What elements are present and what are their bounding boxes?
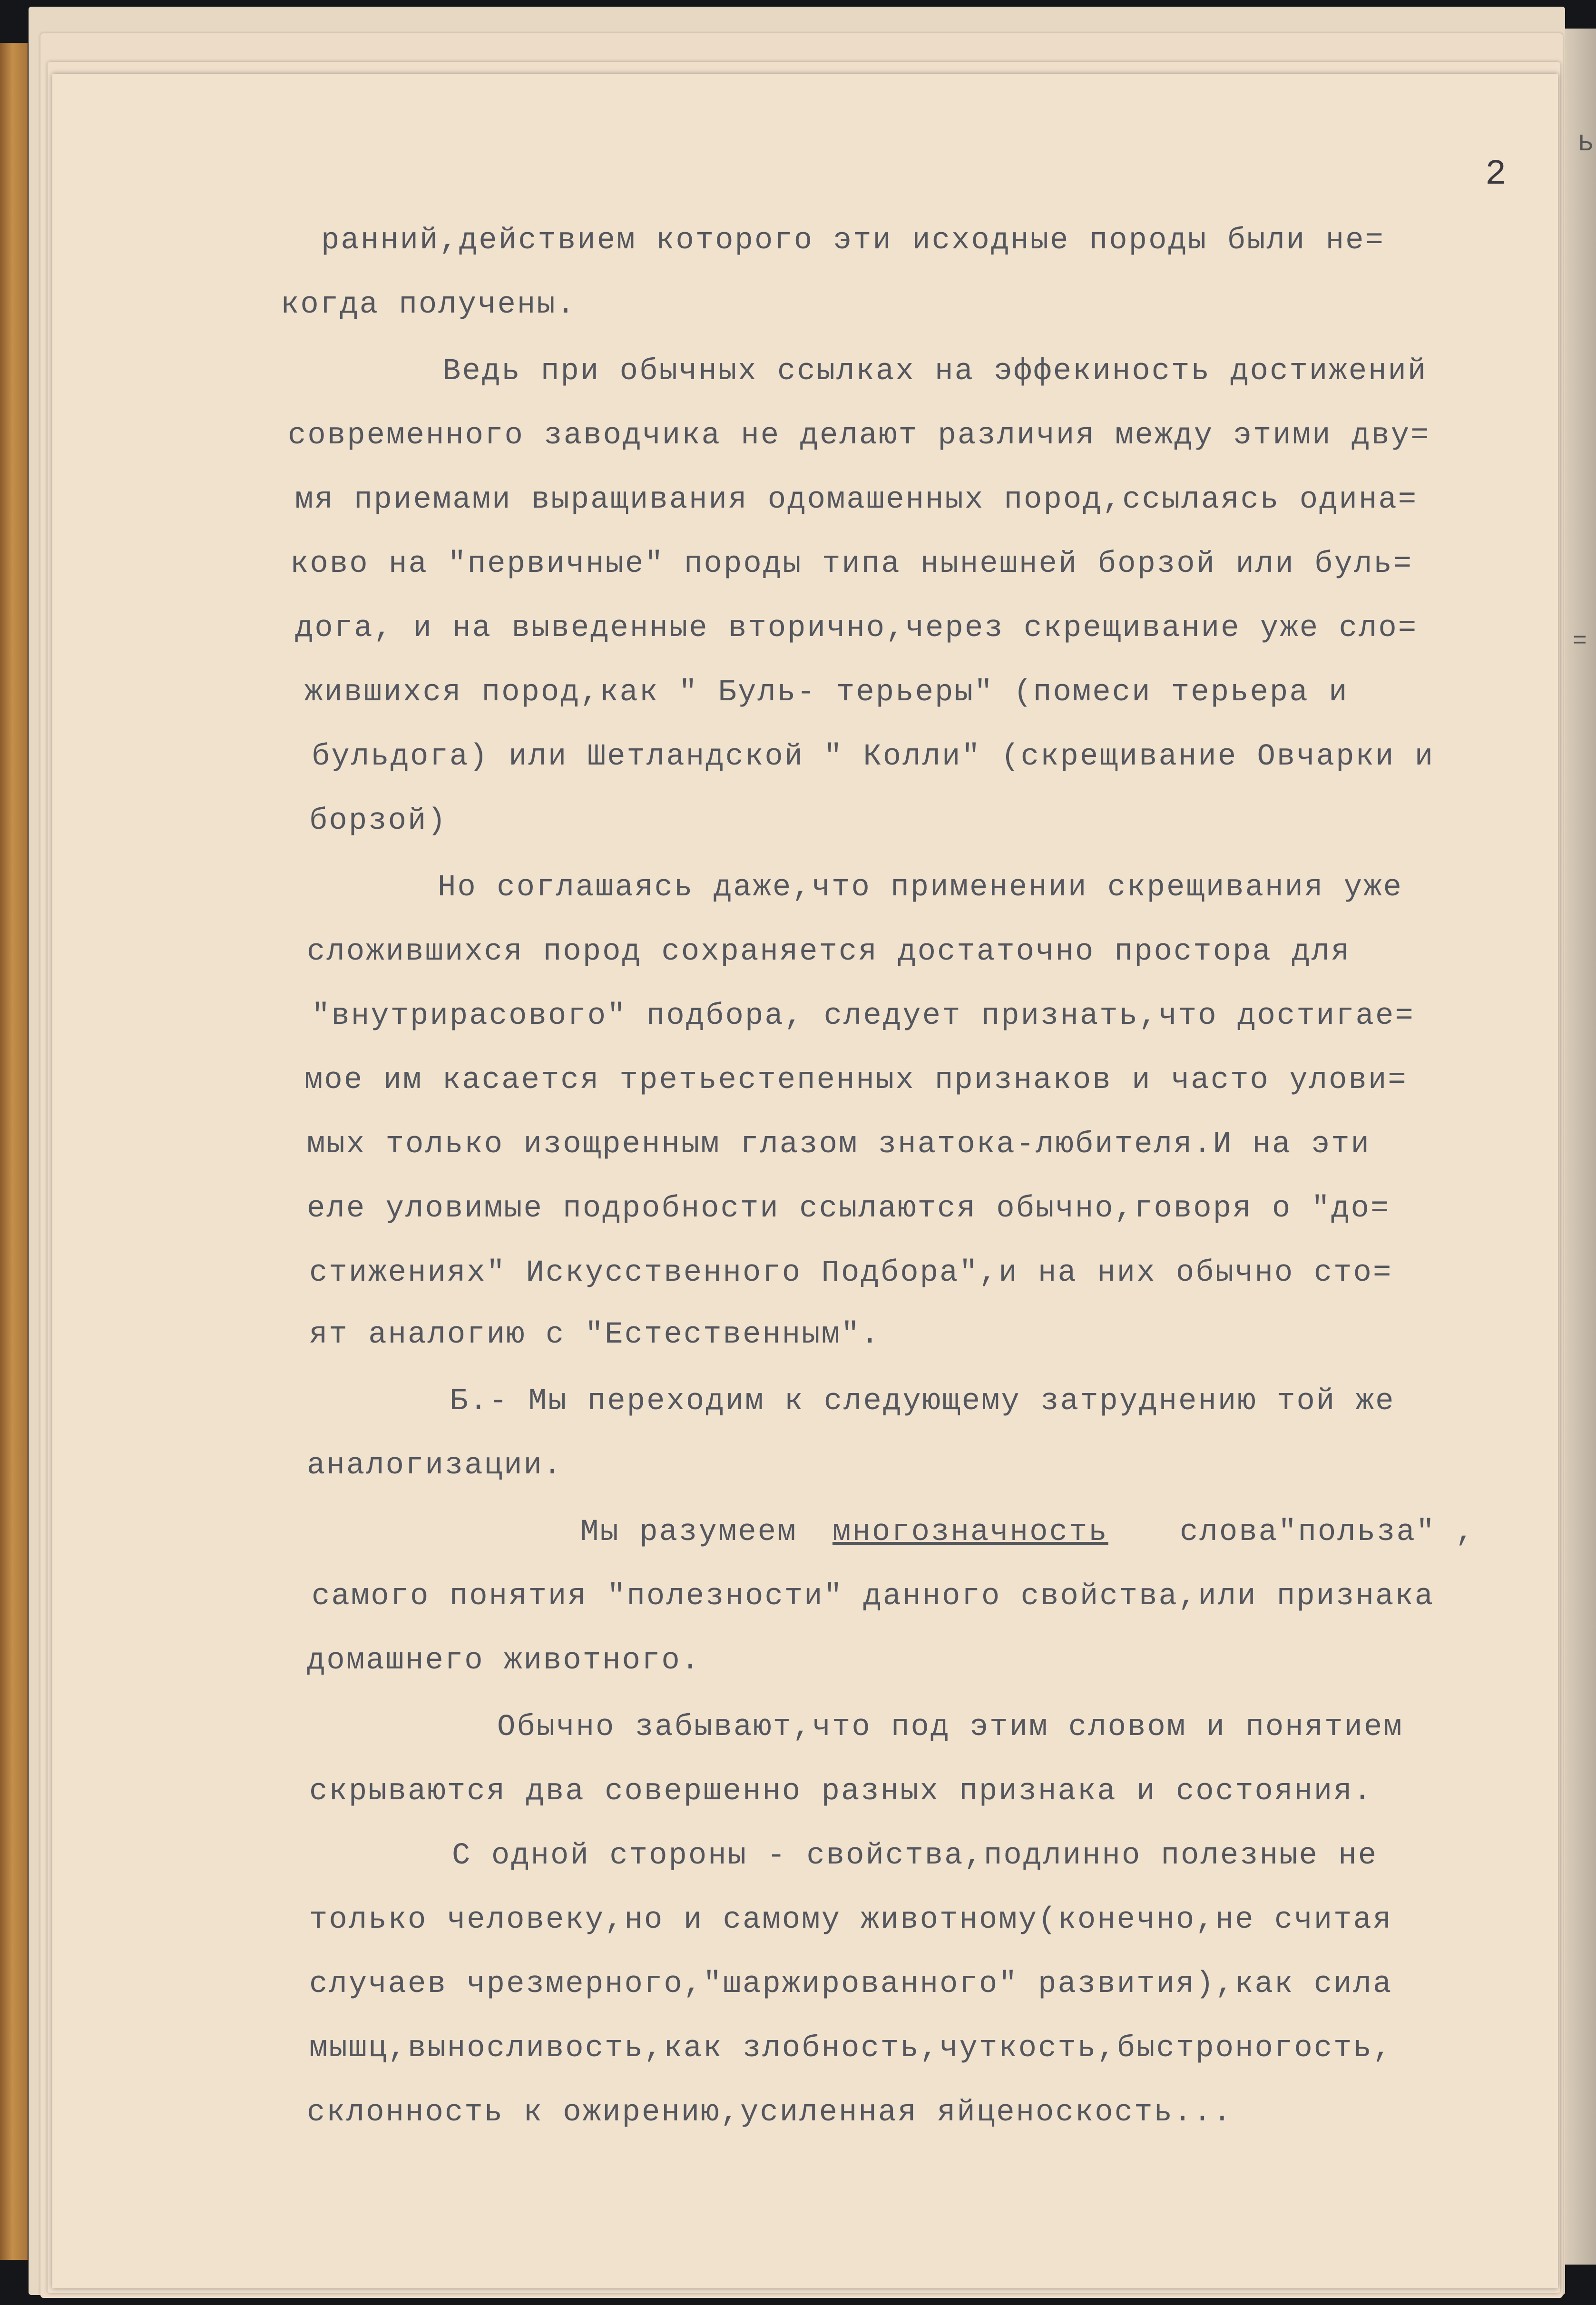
edge-mark: = — [1573, 628, 1587, 655]
text-line: мых только изощренным глазом знатока-любителя.И на эти — [307, 1128, 1371, 1162]
text-line: ково на "первичные" породы типа нынешней борзой или буль= — [290, 547, 1413, 581]
text-line: стижениях" Искусственного Подбора",и на них обычно сто= — [309, 1256, 1393, 1290]
text-line: современного заводчика не делают различия между этими дву= — [288, 419, 1430, 453]
text-line: жившихся пород,как " Буль- терьеры" (помеси терьера и — [304, 676, 1349, 710]
text-line: сложившихся пород сохраняется достаточно простора для — [307, 935, 1351, 969]
adjacent-page-edge — [1565, 29, 1596, 2265]
text-line: случаев чрезмерного,"шаржированного" развития),как сила — [309, 1967, 1393, 2001]
text-line: мое им касается третьестепенных признаков и часто улови= — [304, 1063, 1408, 1098]
text-line: Б.- Мы переходим к следующему затруднению той же — [450, 1384, 1395, 1419]
text-line: Но соглашаясь даже,что применении скрещивания уже — [438, 871, 1403, 905]
text-line: мышц,выносливость,как злобность,чуткость,быстроногость, — [309, 2031, 1393, 2066]
text-line: еле уловимые подробности ссылаются обычно,говоря о "до= — [307, 1192, 1390, 1226]
folder-binding — [0, 43, 28, 2260]
text-line: борзой) — [309, 804, 447, 838]
text-line: самого понятия "полезности" данного свойства,или признака — [312, 1579, 1435, 1614]
text-line: домашнего животного. — [307, 1644, 701, 1678]
text-line: ранний,действием которого эти исходные породы были не= — [321, 224, 1385, 258]
text-line: Мы разумеем — [580, 1515, 797, 1550]
text-line: склонность к ожирению,усиленная яйценоскость... — [307, 2096, 1233, 2130]
underlined-word: многозначность — [832, 1515, 1108, 1550]
text-line: мя приемами выращивания одомашенных пород,ссылаясь одина= — [295, 483, 1418, 517]
page-number: 2 — [1485, 155, 1507, 195]
page-text — [281, 224, 1541, 2130]
edge-mark: Ь — [1578, 131, 1593, 158]
text-line: когда получены. — [281, 288, 577, 322]
text-line: Обычно забывают,что под этим словом и понятием — [497, 1710, 1403, 1745]
text-line: только человеку,но и самому животному(конечно,не считая — [309, 1903, 1393, 1937]
text-line: ят аналогию с "Естественным". — [309, 1318, 881, 1352]
text-line: дога, и на выведенные вторично,через скрещивание уже сло= — [295, 611, 1418, 646]
text-line: слова"польза" , — [1180, 1515, 1476, 1550]
text-line: С одной стороны - свойства,подлинно полезные не — [452, 1839, 1378, 1873]
text-line: Ведь при обычных ссылках на эффекиность достижений — [442, 354, 1428, 389]
text-line: аналогизации. — [307, 1449, 563, 1483]
text-line: "внутрирасового" подбора, следует признать,что достигае= — [312, 999, 1415, 1033]
text-line: бульдога) или Шетландской " Колли" (скрещивание Овчарки и — [312, 740, 1435, 774]
text-line: скрываются два совершенно разных признака и состояния. — [309, 1775, 1373, 1809]
